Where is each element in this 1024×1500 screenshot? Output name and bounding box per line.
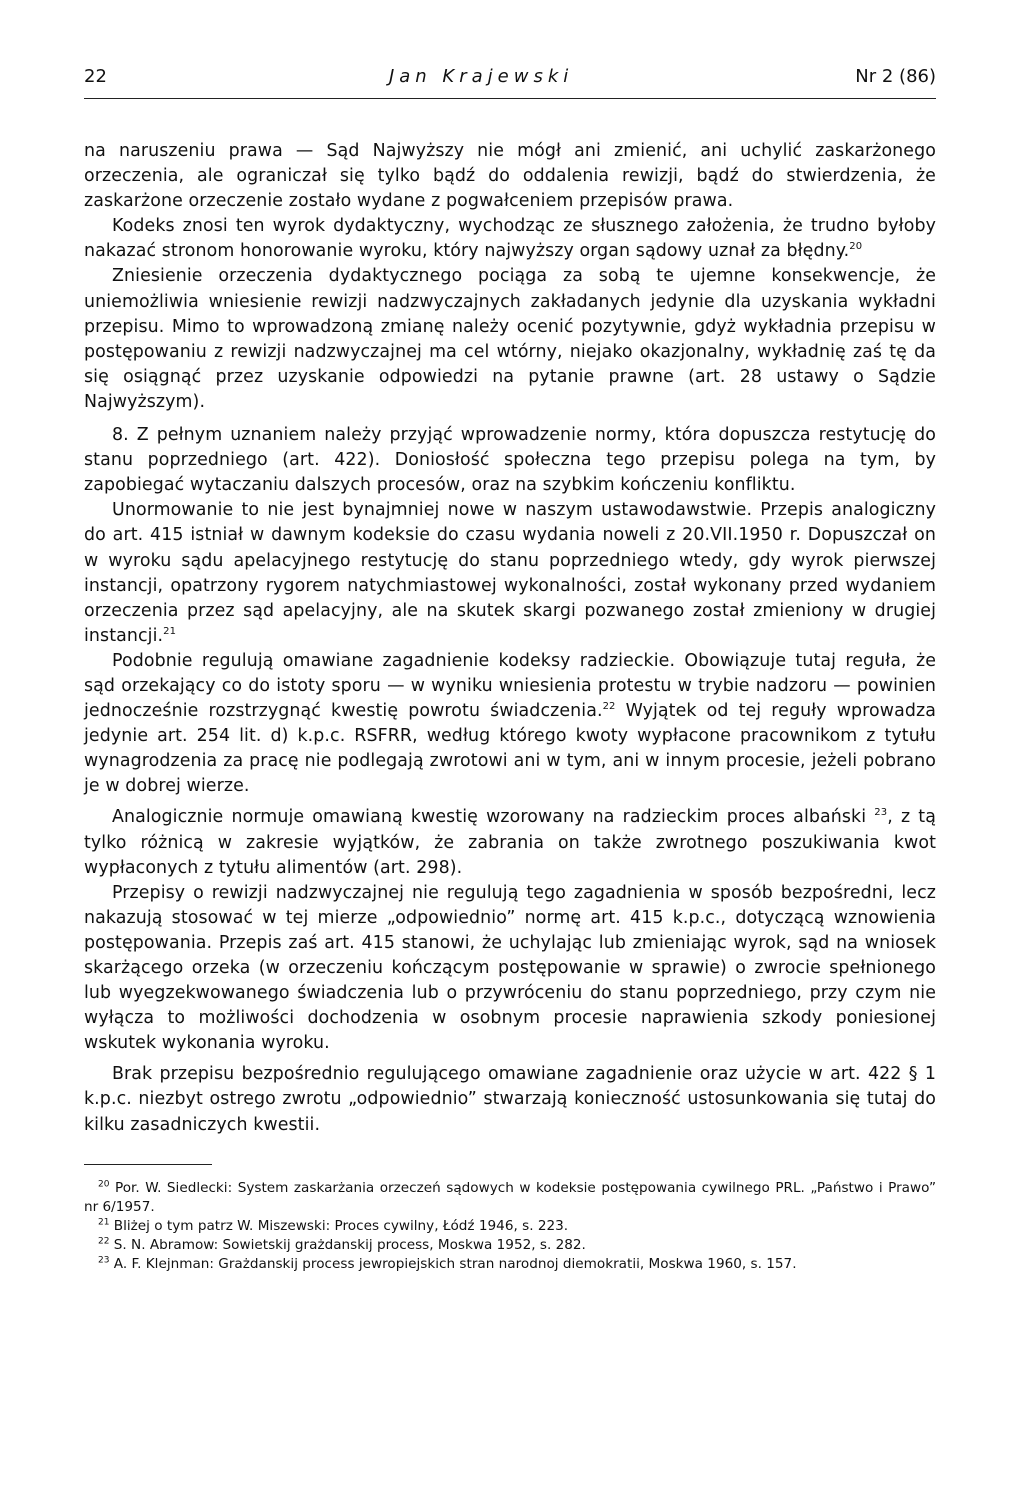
- footnote-ref: 23: [874, 807, 888, 819]
- paragraph: [84, 649, 936, 800]
- paragraph-text: Wyjątek od tej reguły wprowadza jedynie art. 254 lit. d) k.p.c. RSFRR, według którego kwoty wypłacone pracownikom z tytułu wynagrodzenia za pracę nie podlegają zwrotowi ani w tym, ani w innym procesie, jeżeli pobrano je w dobrej wierze.: [84, 701, 936, 797]
- paragraph: [84, 881, 936, 1057]
- footnote-author: Bliżej o tym patrz W. Miszewski:: [113, 1217, 331, 1234]
- footnote-text: Grażdanskij process jewropiejskich stran narodnoj diemokratii, Moskwa 1960, s. 157.: [213, 1255, 797, 1272]
- footnote-text: Sowietskij grażdanskij process, Moskwa 1952, s. 282.: [218, 1236, 586, 1253]
- paragraph-text: 8. Z pełnym uznaniem należy przyjąć wprowadzenie normy, która dopuszcza restytucję do stanu poprzedniego (art. 422). Doniosłość społeczna tego przepisu polega na tym, by zapobiegać wytaczaniu dalszych procesów, oraz na szybkim kończeniu konfliktu.: [84, 425, 936, 496]
- footnote: [84, 1179, 936, 1217]
- paragraph-text: , z tą tylko różnicą w zakresie wyjątków, że zabrania on także zwrotnego poszukiwania kwot wypłaconych z tytułu alimentów (art. 298).: [84, 807, 936, 878]
- footnote-ref: 22: [602, 701, 616, 713]
- paragraph: [84, 1062, 936, 1137]
- paragraph-text: Analogicznie normuje omawianą kwestię wzorowany na radzieckim proces albański: [112, 807, 875, 828]
- paragraph: [84, 214, 936, 264]
- footnote: [84, 1217, 936, 1236]
- article-body: [84, 139, 936, 1138]
- paragraph: [84, 423, 936, 498]
- footnote-text: System zaskarżania orzeczeń sądowych w kodeksie postępowania cywilnego PRL. „Państwo i Prawo” nr 6/1957.: [84, 1179, 937, 1215]
- footnote: [84, 1236, 936, 1255]
- footnote-author: S. N. Abramow:: [113, 1236, 219, 1253]
- footnote-number: 23: [98, 1255, 110, 1266]
- paragraph: [84, 264, 936, 415]
- page: [84, 66, 936, 1274]
- issue-number: Nr 2 (86): [855, 66, 936, 87]
- paragraph: [84, 498, 936, 649]
- footnote-ref: 21: [163, 625, 177, 637]
- footnote-author: Por. W. Siedlecki:: [114, 1179, 233, 1196]
- footnote-text: Proces cywilny, Łódź 1946, s. 223.: [330, 1217, 569, 1234]
- paragraph: [84, 805, 936, 880]
- footnote-number: 20: [98, 1179, 110, 1190]
- paragraph-text: Unormowanie to nie jest bynajmniej nowe w naszym ustawodawstwie. Przepis analogiczny do art. 415 istniał w dawnym kodeksie do czasu wydania noweli z 20.VII.1950 r. Dopuszczał on w wyroku sądu apelacyjnego restytucję do stanu poprzedniego wtedy, gdy wyrok pierwszej instancji, opatrzony rygorem natychmiastowej wykonalności, został wykonany przed wydaniem orzeczenia przez sąd apelacyjny, ale na skutek skargi pozwanego został zmieniony w drugiej instancji.: [84, 500, 936, 646]
- paragraph: [84, 139, 936, 214]
- running-head-author: Jan Krajewski: [388, 66, 574, 87]
- running-head: [84, 66, 936, 99]
- footnote-number: 21: [98, 1217, 110, 1228]
- footnote-ref: 20: [849, 241, 863, 253]
- paragraph-text: Brak przepisu bezpośrednio regulującego omawiane zagadnienie oraz użycie w art. 422 § 1 k.p.c. niezbyt ostrego zwrotu „odpowiednio” stwarzają konieczność ustosunkowania się tutaj do kilku zasadniczych kwestii.: [84, 1064, 936, 1135]
- footnote-author: A. F. Klejnman:: [113, 1255, 214, 1272]
- footnote-number: 22: [98, 1236, 110, 1247]
- paragraph-text: Zniesienie orzeczenia dydaktycznego pociąga za sobą te ujemne konsekwencje, że uniemożliwia wniesienie rewizji nadzwyczajnych zakładanych jedynie dla uzyskania wykładni przepisu. Mimo to wprowadzoną zmianę należy ocenić pozytywnie, gdyż wykładnia przepisu w postępowaniu z rewizji nadzwyczajnej ma cel wtórny, niejako okazjonalny, wykładnię zaś tę da się osiągnąć przez uzyskanie odpowiedzi na pytanie prawne (art. 28 ustawy o Sądzie Najwyższym).: [84, 266, 936, 412]
- paragraph-text: Podobnie regulują omawiane zagadnienie kodeksy radzieckie. Obowiązuje tutaj reguła, że sąd orzekający co do istoty sporu — w wyniku wniesienia protestu w trybie nadzoru — powinien jednocześnie rozstrzygnąć kwestię powrotu świadczenia.: [84, 650, 936, 722]
- footnotes: [84, 1179, 936, 1274]
- paragraph-text: Przepisy o rewizji nadzwyczajnej nie regulują tego zagadnienia w sposób bezpośredni, lecz nakazują stosować w tej mierze „odpowiednio” normę art. 415 k.p.c., dotyczącą wznowienia postępowania. Przepis zaś art. 415 stanowi, że uchylając lub zmieniając wyrok, sąd na wniosek skarżącego orzeka (w orzeczeniu kończącym postępowanie w sprawie) o zwrocie spełnionego lub wyegzekwowanego świadczenia lub o przywróceniu do stanu poprzedniego, przy czym nie wyłącza to możliwości dochodzenia w osobnym procesie naprawienia szkody poniesionej wskutek wykonania wyroku.: [84, 882, 936, 1054]
- paragraph-text: Kodeks znosi ten wyrok dydaktyczny, wychodząc ze słusznego założenia, że trudno byłoby nakazać stronom honorowanie wyroku, który najwyższy organ sądowy uznał za błędny.: [84, 216, 936, 262]
- paragraph-text: na naruszeniu prawa — Sąd Najwyższy nie mógł ani zmienić, ani uchylić zaskarżonego orzeczenia, ale ograniczał się tylko bądź do oddalenia rewizji, bądź do stwierdzenia, że zaskarżone orzeczenie zostało wydane z pogwałceniem przepisów prawa.: [84, 141, 936, 212]
- page-number: 22: [84, 66, 107, 87]
- footnote: [84, 1255, 936, 1274]
- footnote-divider: [84, 1164, 212, 1165]
